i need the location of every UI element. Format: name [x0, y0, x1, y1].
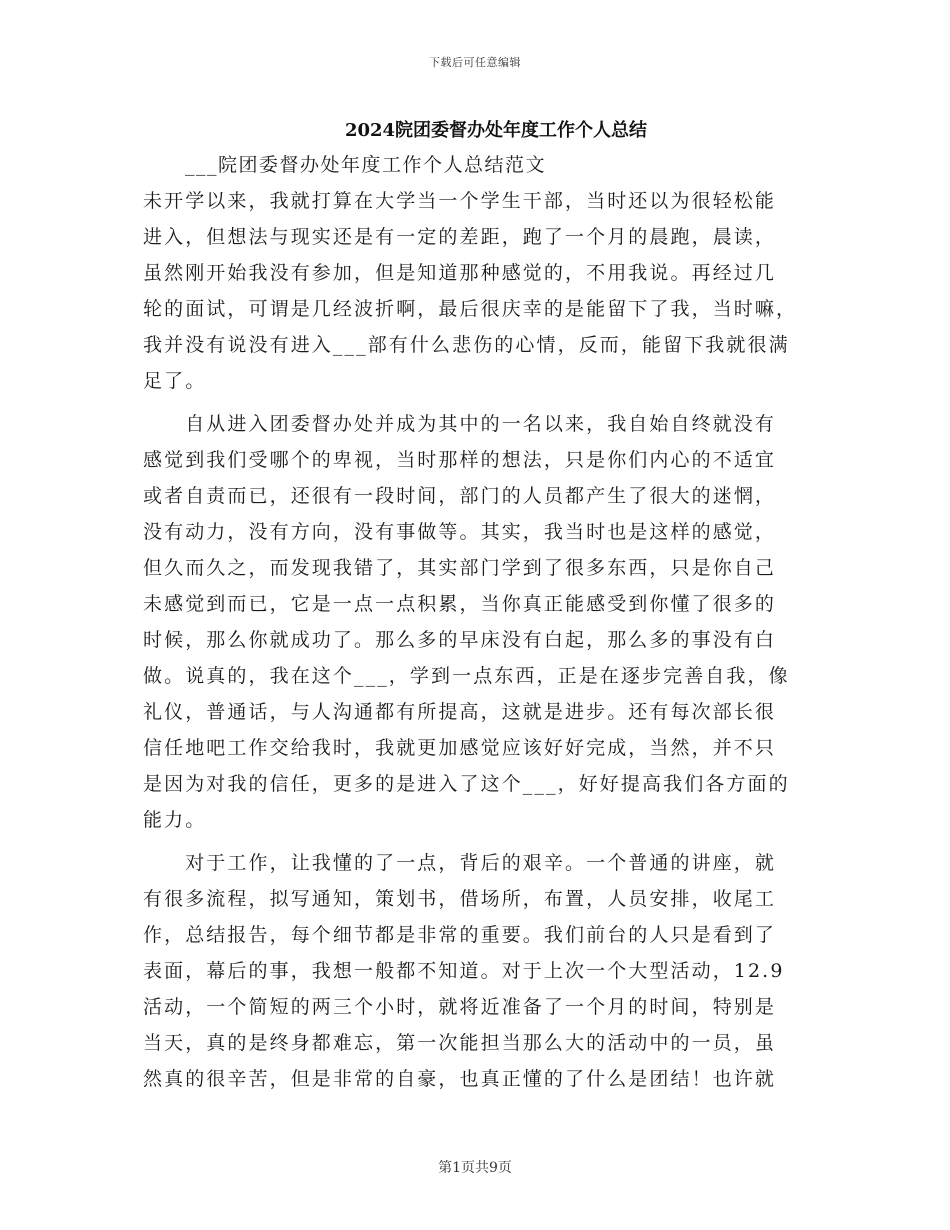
- body-line: 当天，真的是终身都难忘，第一次能担当那么大的活动中的一员，虽: [143, 1032, 777, 1054]
- body-line: 感觉到我们受哪个的卑视，当时那样的想法，只是你们内心的不适宜: [143, 449, 777, 471]
- body-line: 能力。: [143, 809, 207, 831]
- page-header-note: 下载后可任意编辑: [429, 56, 521, 69]
- body-line: 我并没有说没有进入___部有什么悲伤的心情，反而，能留下我就很满: [143, 334, 790, 356]
- body-line: 或者自责而已，还很有一段时间，部门的人员都产生了很大的迷惘，: [143, 485, 777, 507]
- body-line: 虽然刚开始我没有参加，但是知道那种感觉的，不用我说。再经过几: [143, 262, 777, 284]
- body-line: 未开学以来，我就打算在大学当一个学生干部，当时还以为很轻松能: [143, 190, 777, 212]
- body-line: 未感觉到而已，它是一点一点积累，当你真正能感受到你懂了很多的: [143, 593, 777, 615]
- body-line: 活动，一个简短的两三个小时，就将近准备了一个月的时间，特别是: [143, 996, 777, 1018]
- document-subtitle: ___院团委督办处年度工作个人总结范文: [185, 154, 547, 176]
- body-line: 但久而久之，而发现我错了，其实部门学到了很多东西，只是你自己: [143, 557, 777, 579]
- body-line: 然真的很辛苦，但是非常的自豪，也真正懂的了什么是团结！也许就: [143, 1068, 777, 1090]
- body-line: 作，总结报告，每个细节都是非常的重要。我们前台的人只是看到了: [143, 924, 777, 946]
- body-line: 没有动力，没有方向，没有事做等。其实，我当时也是这样的感觉，: [143, 521, 777, 543]
- body-line: 轮的面试，可谓是几经波折啊，最后很庆幸的是能留下了我，当时嘛，: [143, 298, 798, 320]
- body-line: 礼仪，普通话，与人沟通都有所提高，这就是进步。还有每次部长很: [143, 701, 777, 723]
- body-line: 信任地吧工作交给我时，我就更加感觉应该好好完成，当然，并不只: [143, 737, 777, 759]
- body-line: 对于工作，让我懂的了一点，背后的艰辛。一个普通的讲座，就: [143, 852, 777, 874]
- body-line: 足了。: [143, 370, 207, 392]
- body-line: 进入，但想法与现实还是有一定的差距，跑了一个月的晨跑，晨读，: [143, 226, 777, 248]
- body-line: 有很多流程，拟写通知，策划书，借场所，布置，人员安排，收尾工: [143, 888, 777, 910]
- page-number: 第1页共9页: [438, 1160, 512, 1176]
- body-line: 是因为对我的信任，更多的是进入了这个___，好好提高我们各方面的: [143, 773, 790, 795]
- body-line: 表面，幕后的事，我想一般都不知道。对于上次一个大型活动，12.9: [143, 960, 785, 982]
- document-title: 2024院团委督办处年度工作个人总结: [344, 120, 648, 141]
- body-line: 做。说真的，我在这个___，学到一点东西，正是在逐步完善自我，像: [143, 665, 790, 687]
- body-line: 时候，那么你就成功了。那么多的早床没有白起，那么多的事没有白: [143, 629, 777, 651]
- body-line: 自从进入团委督办处并成为其中的一名以来，我自始自终就没有: [143, 413, 777, 435]
